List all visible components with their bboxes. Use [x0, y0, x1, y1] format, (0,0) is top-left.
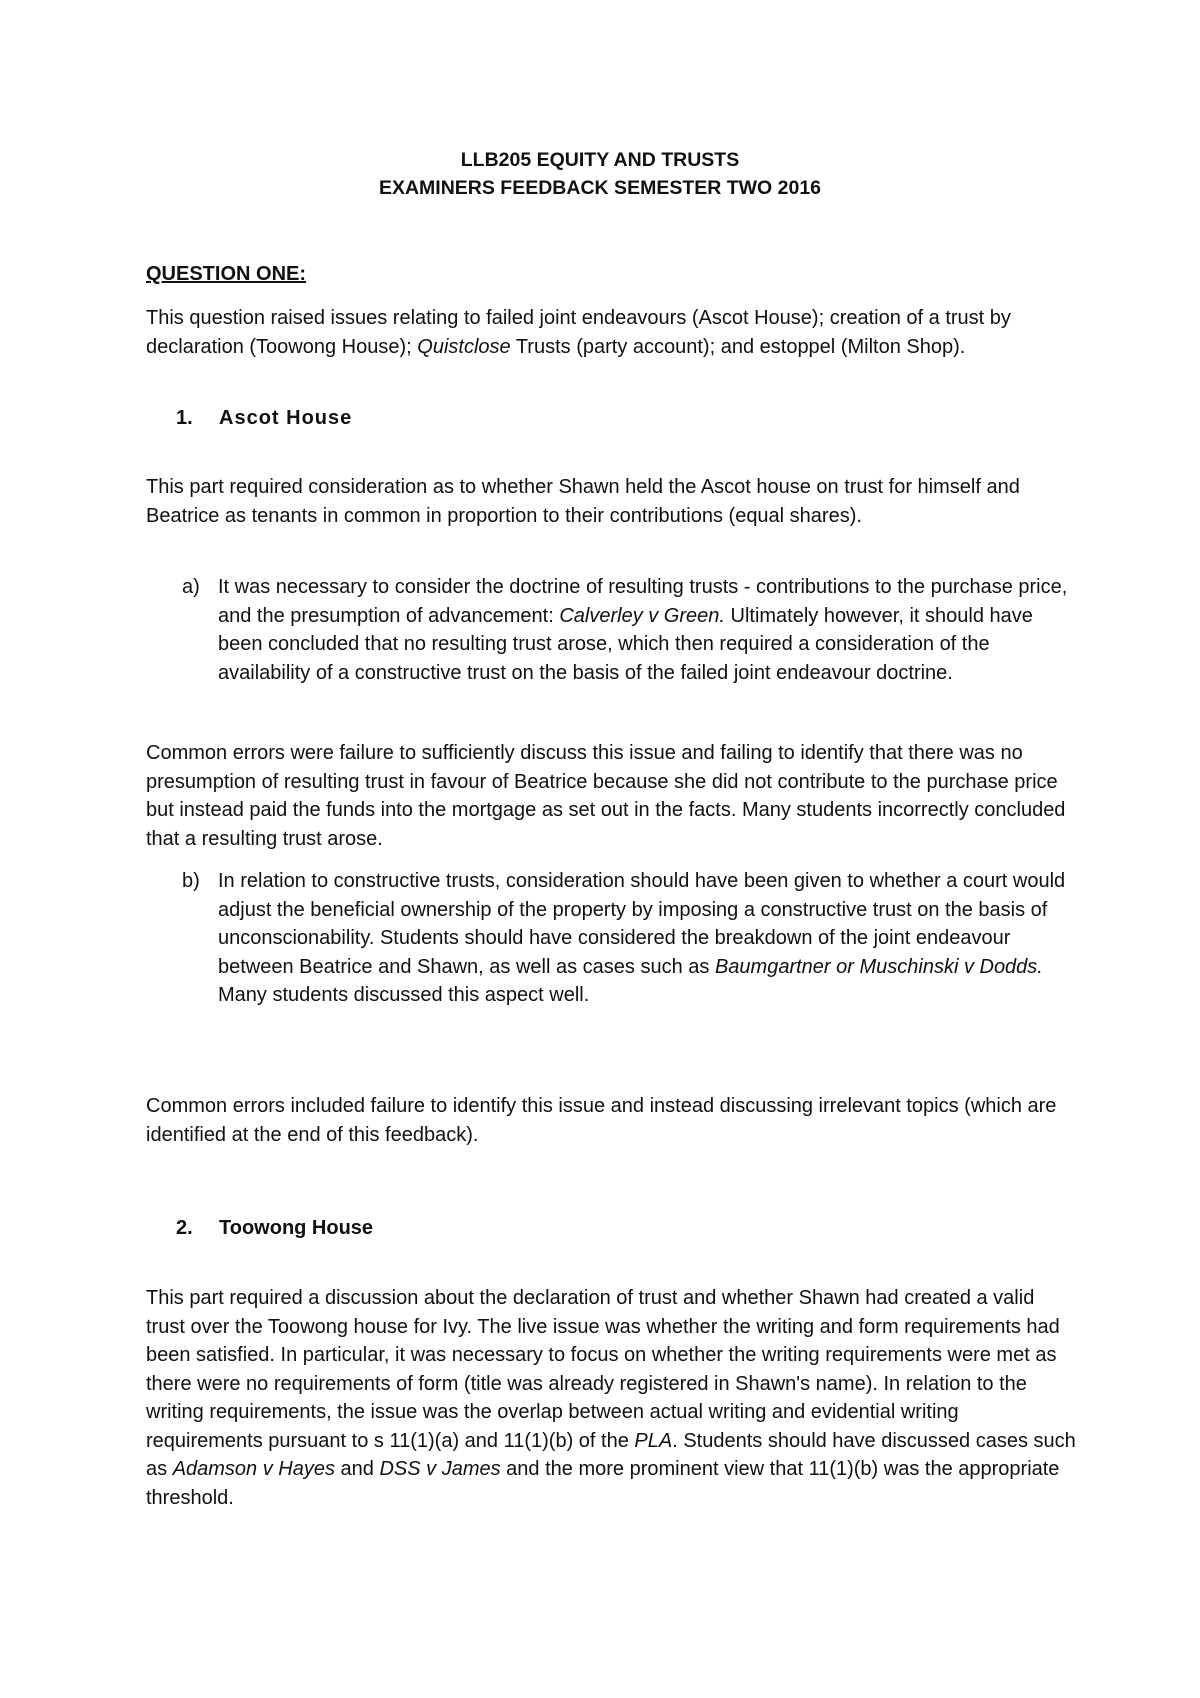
intro-text: This question raised issues relating to failed joint endeavours (Ascot House); creation of a trust by declaration (Toowong House);	[146, 307, 1011, 358]
section-number: 1.	[176, 407, 193, 429]
item-a-text: It was necessary to consider the doctrine of resulting trusts - contributions to the purchase price, and the presumption of advancement:	[218, 576, 1068, 627]
feedback-subtitle: EXAMINERS FEEDBACK SEMESTER TWO 2016	[378, 177, 822, 199]
section-ascot-heading	[176, 404, 352, 433]
section-title: Toowong House	[219, 1217, 374, 1239]
section-number: 2.	[176, 1217, 193, 1239]
case-name: DSS v James	[379, 1458, 501, 1480]
intro-case-name: Quistclose	[417, 335, 511, 358]
list-item-label: b)	[182, 870, 200, 892]
toowong-paragraph	[146, 1284, 1076, 1512]
list-item-text	[218, 867, 1076, 1010]
toowong-text: This part required a discussion about the declaration of trust and whether Shawn had created a valid trust over the Toowong house for Ivy. The live issue was whether the writing and form requirements had been satisfied. In particular, it was necessary to focus on whether the writing requirements were met as there were no requirements of form (title was already registered in Shawn's name). In relation to the writing requirements, the issue was the overlap between actual writing and evidential writing requirements pursuant to s 11(1)(a) and 11(1)(b) of the	[146, 1287, 1060, 1452]
toowong-text-2: . Students should have discussed cases such as	[146, 1429, 1076, 1480]
question-one-intro	[146, 304, 1076, 361]
question-one-label: QUESTION ONE:	[146, 263, 307, 285]
section-title: Ascot House	[219, 407, 353, 429]
toowong-text-3: and	[334, 1458, 380, 1480]
toowong-text-end: and the more prominent view that 11(1)(b) was the appropriate threshold.	[146, 1458, 1060, 1509]
ascot-errors-paragraph: Common errors were failure to sufficiently discuss this issue and failing to identify that there was no presumption of resulting trust in favour of Beatrice because she did not contribute to the purchase price but instead paid the funds into the mortgage as set out in the facts. Many students incorrectly concluded that a resulting trust arose.	[146, 742, 1066, 850]
constructive-errors-paragraph: Common errors included failure to identify this issue and instead discussing irrelevant topics (which are identified at the end of this feedback).	[146, 1095, 1057, 1146]
course-heading: LLB205 EQUITY AND TRUSTS	[460, 149, 740, 171]
list-item-text	[218, 573, 1076, 687]
item-a-text-end: Ultimately however, it should have been concluded that no resulting trust arose, which then required a consideration of the availability of a constructive trust on the basis of the failed joint endeavour doctrine.	[218, 604, 1033, 684]
item-a-case: Calverley v Green.	[559, 604, 725, 627]
list-item-label: a)	[182, 576, 200, 598]
case-name: Adamson v Hayes	[172, 1458, 335, 1480]
section-toowong-heading	[176, 1214, 373, 1243]
question-one-title	[146, 260, 1076, 289]
item-b-case: Baumgartner or Muschinski v Dodds.	[714, 955, 1043, 978]
statute-name: PLA	[634, 1429, 673, 1452]
item-b-text: In relation to constructive trusts, consideration should have been given to whether a court would adjust the beneficial ownership of the property by imposing a constructive trust on the basis of unconscionability. Students should have considered the breakdown of the joint endeavour between Beatrice and Shawn, as well as cases such as	[218, 870, 1066, 978]
item-b-text-end: Many students discussed this aspect well.	[218, 984, 590, 1006]
ascot-paragraph: This part required consideration as to whether Shawn held the Ascot house on trust for himself and Beatrice as tenants in common in proportion to their contributions (equal shares).	[146, 476, 1020, 527]
intro-text-end: Trusts (party account); and estoppel (Milton Shop).	[510, 335, 966, 358]
